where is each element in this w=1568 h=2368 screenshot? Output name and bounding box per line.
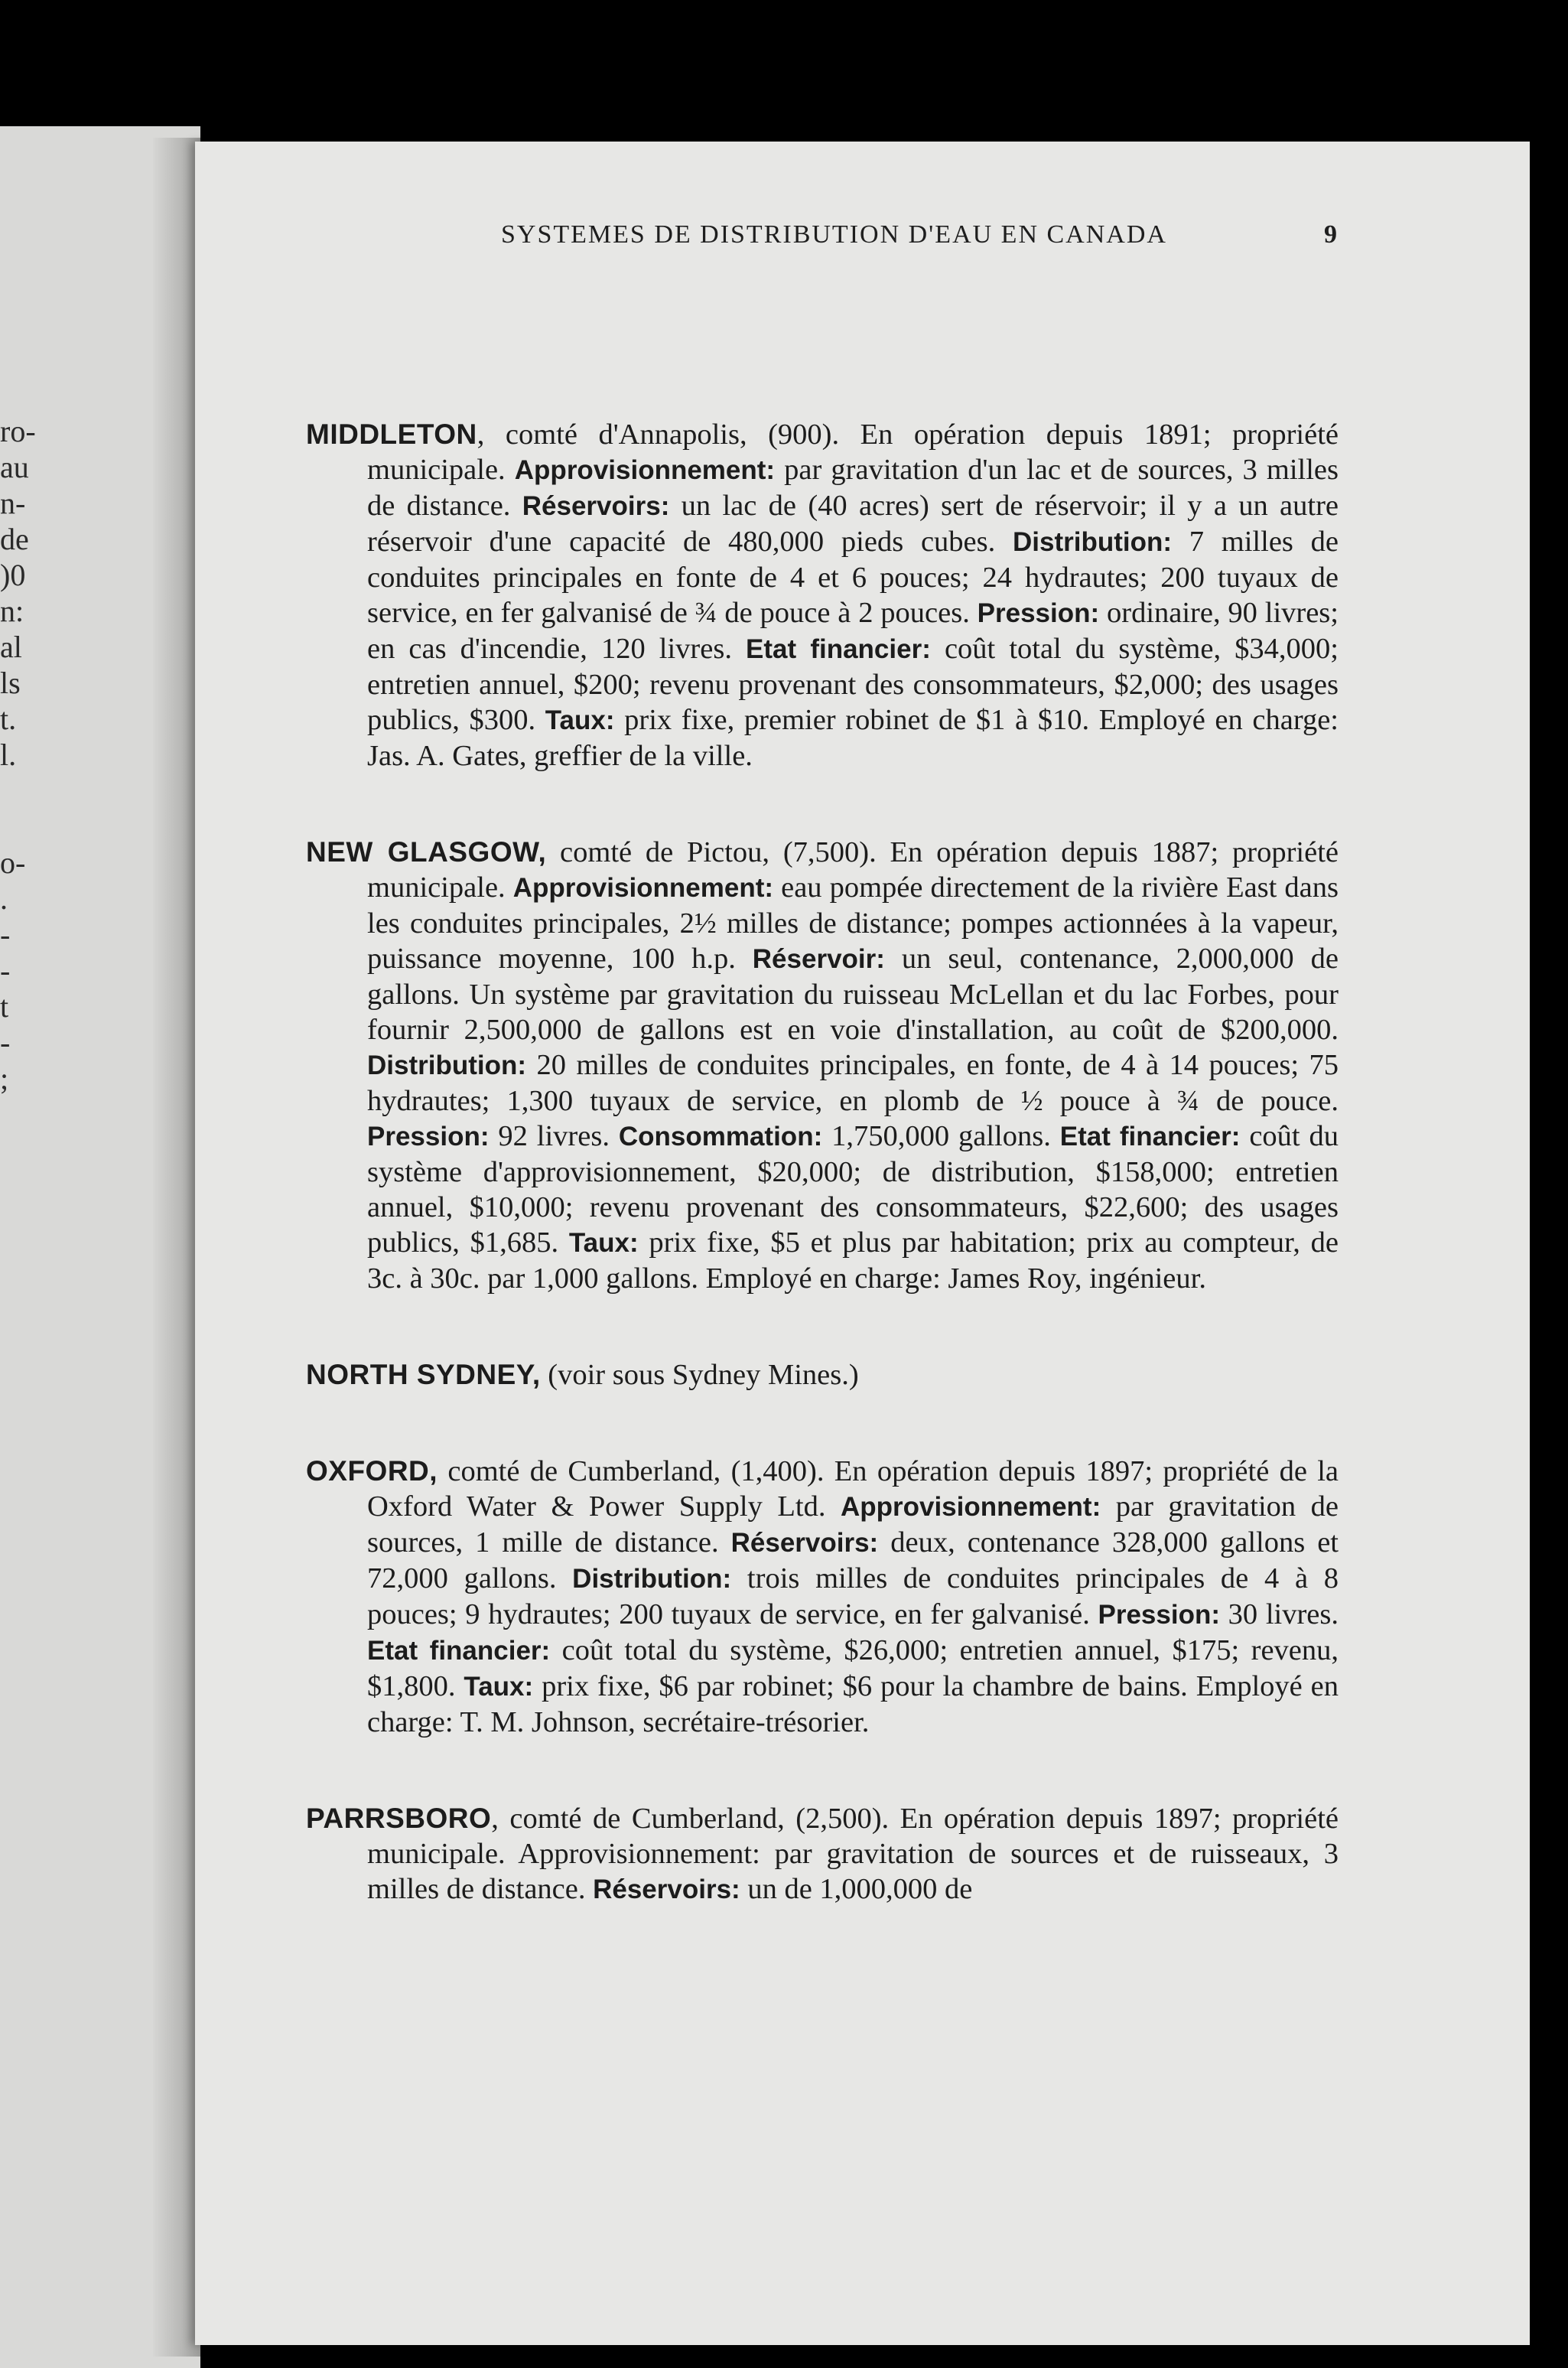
left-page-fragment: -: [0, 917, 11, 952]
left-page-fragment: ls: [0, 666, 21, 700]
entry-text: trois milles de conduites principales de 4 à 8 pouces; 9 hydrautes; 200 tuyaux de service, en fer galvanisé.: [367, 1562, 1339, 1630]
entry-text: 92 livres.: [489, 1120, 619, 1152]
entry-body: [367, 836, 1339, 1295]
page-content: [306, 417, 1339, 1930]
entry-text: coût total du système, $34,000; entretien annuel, $200; revenu provenant des consommateurs, $2,000; des usages publics, $300.: [367, 633, 1339, 736]
entry-text: un de 1,000,000 de: [740, 1873, 973, 1905]
entry-text: prix fixe, premier robinet de $1 à $10. Employé en charge: Jas. A. Gates, greffier de la ville.: [367, 704, 1339, 772]
entry-field-label: Réservoirs:: [522, 491, 670, 521]
entry-text: comté de Pictou, (7,500). En opération depuis 1887; propriété municipale.: [367, 836, 1339, 904]
entry-field-label: Approvisionnement:: [514, 455, 776, 485]
left-page-fragment: t.: [0, 702, 17, 736]
entry-field-label: Pression:: [977, 598, 1100, 628]
entry-north-sydney: [306, 1357, 1339, 1392]
entry-body: [541, 1359, 859, 1391]
entry-new-glasgow: [306, 835, 1339, 1296]
entry-field-label: Réservoir:: [752, 944, 885, 974]
entry-text: 7 milles de conduites principales en fonte de 4 et 6 pouces; 24 hydrautes; 200 tuyaux de service, en fer galvanisé de ¾ de pouce à 2 pouces.: [367, 526, 1339, 629]
entry-text: 30 livres.: [1220, 1598, 1339, 1630]
left-page-fragment: al: [0, 630, 22, 664]
entry-text: prix fixe, $6 par robinet; $6 pour la chambre de bains. Employé en charge: T. M. Johnson, secrétaire-trésorier.: [367, 1670, 1339, 1738]
entry-field-label: Approvisionnement:: [840, 1492, 1101, 1522]
entry-field-label: Taux:: [545, 705, 615, 735]
left-page-fragment: ro-: [0, 414, 36, 448]
entry-town-name: OXFORD,: [306, 1455, 438, 1487]
entry-town-name: NEW GLASGOW,: [306, 836, 547, 868]
entry-text: ordinaire, 90 livres; en cas d'incendie, 120 livres.: [367, 597, 1339, 665]
entry-text: , comté de Cumberland, (2,500). En opération depuis 1897; propriété municipale. Approvisionnement: par gravitation de sources et de ruisseaux, 3 milles de distance.: [367, 1803, 1339, 1905]
left-page-fragment: de: [0, 522, 29, 556]
entry-text: par gravitation de sources, 1 mille de distance.: [367, 1490, 1339, 1559]
entry-text: (voir sous Sydney Mines.): [540, 1359, 859, 1391]
entry-field-label: Pression:: [367, 1122, 490, 1151]
entry-text: un lac de (40 acres) sert de réservoir; il y a un autre réservoir d'une capacité de 480,000 pieds cubes.: [367, 490, 1339, 558]
entry-middleton: [306, 417, 1339, 774]
entry-body: [367, 419, 1339, 772]
entry-field-label: Distribution:: [572, 1564, 732, 1594]
left-page-fragment: n:: [0, 594, 24, 628]
entry-town-name: PARRSBORO: [306, 1803, 492, 1834]
entry-text: comté de Cumberland, (1,400). En opération depuis 1897; propriété de la Oxford Water & Power Supply Ltd.: [367, 1455, 1339, 1523]
entry-field-label: Approvisionnement:: [512, 873, 774, 903]
entry-field-label: Etat financier:: [746, 634, 931, 664]
left-page-fragment: [0, 773, 46, 809]
entry-text: un seul, contenance, 2,000,000 de gallons. Un système par gravitation du ruisseau McLellan et du lac Forbes, pour fournir 2,500,000 de gallons est en voie d'installation, au coût de $200,000.: [367, 943, 1339, 1046]
left-page-fragment: t: [0, 989, 9, 1024]
entry-text: coût du système d'approvisionnement, $20,000; de distribution, $158,000; entretien annuel, $10,000; revenu provenant des consommateurs, $22,600; des usages publics, $1,685.: [367, 1120, 1339, 1259]
entry-field-label: Taux:: [464, 1672, 534, 1702]
left-page-fragment: au: [0, 450, 29, 484]
entry-field-label: Taux:: [568, 1228, 639, 1258]
entry-field-label: Réservoirs:: [593, 1875, 740, 1904]
entry-field-label: Consommation:: [618, 1122, 823, 1151]
running-title: SYSTEMES DE DISTRIBUTION D'EAU EN CANADA: [501, 220, 1167, 249]
entry-town-name: MIDDLETON: [306, 419, 477, 450]
entry-field-label: Distribution:: [1013, 527, 1173, 557]
entry-field-label: Etat financier:: [367, 1636, 551, 1666]
left-page-fragment: )0: [0, 558, 26, 592]
entry-town-name: NORTH SYDNEY,: [306, 1359, 541, 1390]
left-page-fragment: ;: [0, 1061, 9, 1096]
book-gutter: [153, 138, 200, 2357]
left-page-fragment: [0, 809, 46, 845]
entry-parrsboro: [306, 1801, 1339, 1930]
entry-text: deux, contenance 328,000 gallons et 72,000 gallons.: [367, 1526, 1339, 1594]
left-page-text-fragments: [0, 413, 46, 1096]
entry-body: [367, 1455, 1339, 1738]
entry-oxford: [306, 1454, 1339, 1740]
entry-text: coût total du système, $26,000; entretien annuel, $175; revenu, $1,800.: [367, 1634, 1339, 1702]
entry-field-label: Pression:: [1098, 1600, 1220, 1630]
entry-field-label: Etat financier:: [1059, 1122, 1241, 1151]
entry-text: prix fixe, $5 et plus par habitation; prix au compteur, de 3c. à 30c. par 1,000 gallons. Employé en charge: James Roy, ingénieur.: [367, 1226, 1339, 1295]
page-number: 9: [1324, 220, 1339, 249]
entry-text: , comté d'Annapolis, (900). En opération depuis 1891; propriété municipale.: [367, 419, 1339, 486]
left-page-fragment: o-: [0, 845, 26, 880]
page-header: [310, 220, 1339, 259]
left-page-fragment: l.: [0, 738, 17, 772]
entry-text: par gravitation d'un lac et de sources, 3 milles de distance.: [367, 454, 1339, 522]
left-page-fragment: n-: [0, 486, 26, 520]
entry-field-label: Réservoirs:: [730, 1528, 879, 1558]
entry-text: 20 milles de conduites principales, en fonte, de 4 à 14 pouces; 75 hydrautes; 1,300 tuyaux de service, en plomb de ½ pouce à ¾ de pouce.: [367, 1049, 1339, 1117]
left-page-fragment: -: [0, 953, 11, 988]
left-page-fragment: .: [0, 881, 8, 916]
entry-text: 1,750,000 gallons.: [822, 1120, 1060, 1152]
left-page-fragment: -: [0, 1025, 11, 1060]
entry-text: eau pompée directement de la rivière East dans les conduites principales, 2½ milles de distance; pompes actionnées à la vapeur, puissance moyenne, 100 h.p.: [367, 871, 1339, 975]
entry-body: [367, 1803, 1339, 1905]
entry-field-label: Distribution:: [367, 1050, 527, 1080]
